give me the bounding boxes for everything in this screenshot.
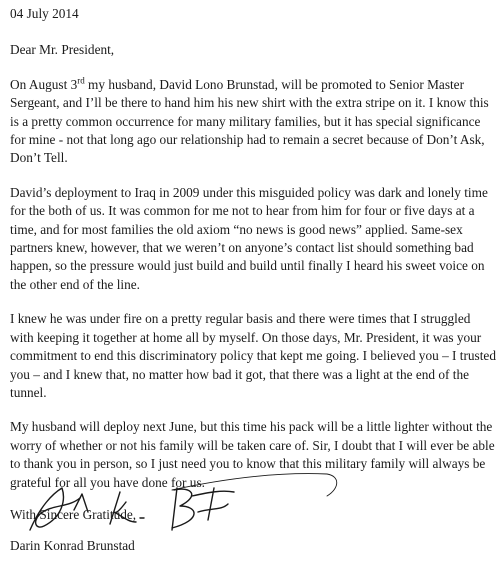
handwritten-signature — [22, 452, 442, 542]
paragraph-3: I knew he was under fire on a pretty regular basis and there were times that I struggled with keeping it together at home all by myself. On those days, Mr. President, it was your commitment to end this discriminatory policy that kept me going. I believed you – I trusted you – and I knew that, no matter how bad it got, that there was a light at the end of the tunnel. — [10, 311, 496, 400]
ordinal-suffix: rd — [77, 75, 85, 86]
letter-salutation: Dear Mr. President, — [10, 42, 115, 58]
paragraph-1 — [10, 76, 496, 168]
signer-name: Darin Konrad Brunstad — [10, 538, 135, 553]
paragraph-4: My husband will deploy next June, but this time his pack will be a little lighter without the worry of whether or not his family will be taken care of. Sir, I doubt that I will ever be able to thank you in person, so I just need you to know that this military family will always be grateful for all you have done for us. — [10, 419, 495, 490]
letter-date: 04 July 2014 — [10, 6, 79, 21]
paragraph-2: David’s deployment to Iraq in 2009 under this misguided policy was dark and lonely time for the both of us. It was common for me not to hear from him for four or five days at a time, and for most families the old axiom “no news is good news” applied. Same-sex partners knew, however, that we weren’t on anyone’s contact list should something bad happen, so the pressure would just build and build until finally I heard his sweet voice on the other end of the line. — [10, 184, 488, 292]
letter-closing: With Sincere Gratitude, — [10, 506, 137, 522]
paragraph-1-start: On August 3 — [10, 76, 78, 92]
paragraph-1-rest: my husband, David Lono Brunstad, will be promoted to Senior Master Sergeant, and I’ll be there to hand him his new shirt with the extra stripe on it. I know this is a pretty common occurrence for many military families, but it has special significance for mine - not that long ago our relationship had to remain a secret because of Don’t Ask, Don’t Tell. — [10, 76, 489, 166]
letter-body — [10, 5, 496, 524]
